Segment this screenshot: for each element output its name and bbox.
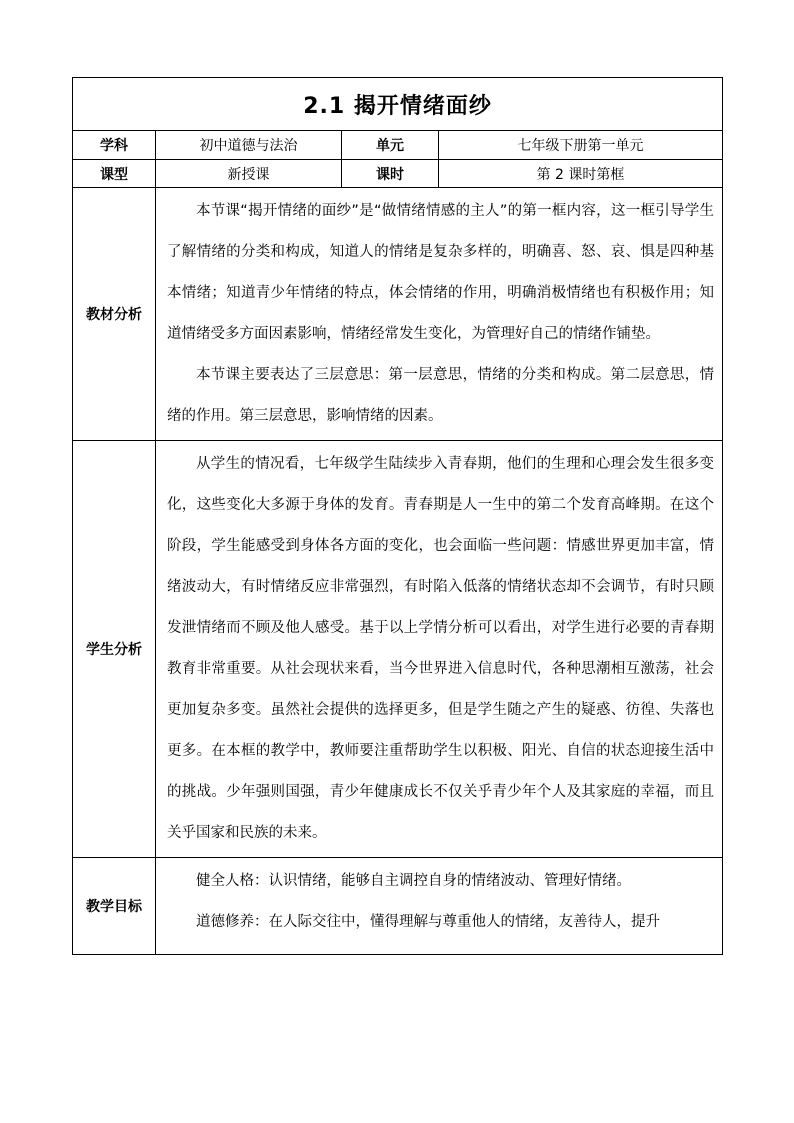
type-label: 课型 (73, 160, 156, 188)
lesson-plan-table (72, 77, 723, 955)
student-analysis-label: 学生分析 (73, 441, 156, 858)
unit-value: 七年级下册第一单元 (439, 131, 723, 160)
goal-paragraph: 道德修养：在人际交往中，懂得理解与尊重他人的情绪，友善待人，提升 (196, 914, 660, 930)
material-analysis-label: 教材分析 (73, 188, 156, 441)
meta-row-type (73, 160, 723, 188)
goal-paragraph: 健全人格：认识情绪，能够自主调控自身的情绪波动、管理好情绪。 (196, 873, 631, 889)
page-title: 2.1 揭开情绪面纱 (73, 78, 723, 131)
type-value: 新授课 (156, 160, 342, 188)
period-value: 第 2 课时第框 (439, 160, 723, 188)
subject-label: 学科 (73, 131, 156, 160)
material-paragraph: 本节课“揭开情绪的面纱”是“做情绪情感的主人”的第一框内容，这一框引导学生了解情绪的分类和构成，知道人的情绪是复杂多样的，明确喜、怒、哀、惧是四种基本情绪；知道青少年情绪的特点，体会情绪的作用，明确消极情绪也有积极作用；知道情绪受多方面因素影响，情绪经常发生变化，为管理好自己的情绪作铺垫。 (167, 203, 715, 342)
teaching-goals-label: 教学目标 (73, 858, 156, 955)
student-paragraph: 从学生的情况看，七年级学生陆续步入青春期，他们的生理和心理会发生很多变化，这些变化大多源于身体的发育。青春期是人一生中的第二个发育高峰期。在这个阶段，学生能感受到身体各方面的变化，也会面临一些问题：情感世界更加丰富，情绪波动大，有时情绪反应非常强烈，有时陷入低落的情绪状态却不会调节，有时只顾发泄情绪而不顾及他人感受。基于以上学情分析可以看出，对学生进行必要的青春期教育非常重要。从社会现状来看，当今世界进入信息时代，各种思潮相互激荡，社会更加复杂多变。虽然社会提供的选择更多，但是学生随之产生的疑惑、彷徨、失落也更多。在本框的教学中，教师要注重帮助学生以积极、阳光、自信的状态迎接生活中的挑战。少年强则国强，青少年健康成长不仅关乎青少年个人及其家庭的幸福，而且关乎国家和民族的未来。 (167, 456, 715, 841)
material-analysis-row (73, 188, 723, 441)
period-label: 课时 (342, 160, 439, 188)
unit-label: 单元 (342, 131, 439, 160)
teaching-goals-content (156, 858, 723, 955)
teaching-goals-row (73, 858, 723, 955)
material-paragraph: 本节课主要表达了三层意思：第一层意思，情绪的分类和构成。第二层意思，情绪的作用。第三层意思，影响情绪的因素。 (167, 367, 715, 424)
meta-row-subject (73, 131, 723, 160)
material-analysis-content (156, 188, 723, 441)
student-analysis-row (73, 441, 723, 858)
student-analysis-content (156, 441, 723, 858)
subject-value: 初中道德与法治 (156, 131, 342, 160)
